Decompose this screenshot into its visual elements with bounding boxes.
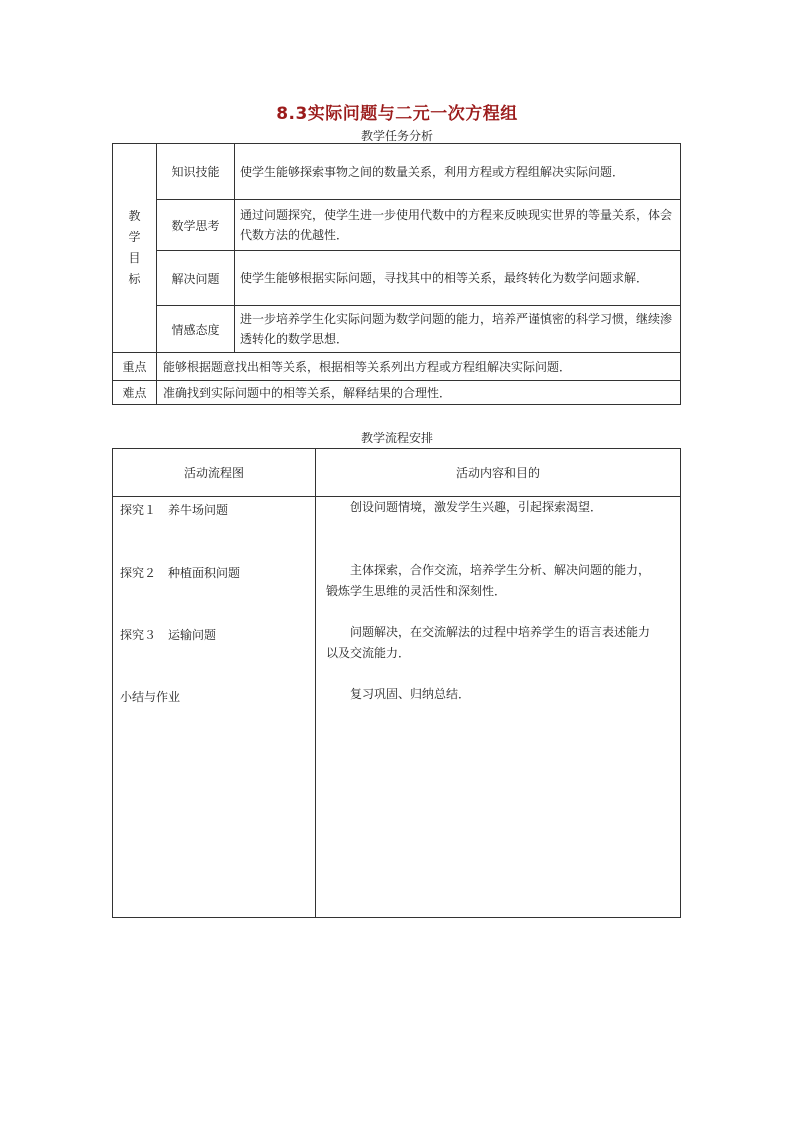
key-point-label: 重点 [113, 353, 157, 381]
process-heading: 教学流程安排 [360, 431, 433, 445]
goals-char: 学 [128, 230, 141, 244]
goal-row [113, 306, 681, 353]
goal-row [113, 144, 681, 200]
content-step: 复习巩固、归纳总结． [350, 687, 471, 701]
flow-step: 小结与作业 [120, 690, 181, 704]
flow-step: 探究１ 养牛场问题 [120, 503, 229, 517]
goals-char: 教 [128, 209, 141, 223]
process-table [112, 448, 681, 918]
key-point-row [113, 353, 681, 381]
goal-row [113, 200, 681, 251]
content-cell [316, 497, 681, 918]
goal-text: 进一步培养学生化实际问题为数学问题的能力，培养严谨慎密的科学习惯，继续渗透转化的数学思想． [235, 306, 681, 353]
goals-char: 目 [128, 251, 141, 265]
goal-label: 解决问题 [157, 251, 235, 306]
goal-row [113, 251, 681, 306]
flow-step: 探究２ 种植面积问题 [120, 566, 241, 580]
goal-label: 数学思考 [157, 200, 235, 251]
flow-step: 探究３ 运输问题 [120, 628, 217, 642]
goal-label: 知识技能 [157, 144, 235, 200]
flow-column-header: 活动流程图 [113, 449, 316, 497]
process-header-row [113, 449, 681, 497]
goal-text: 通过问题探究，使学生进一步使用代数中的方程来反映现实世界的等量关系，体会代数方法的优越性． [235, 200, 681, 251]
task-analysis-table [112, 143, 681, 405]
flow-cell [113, 497, 316, 918]
difficulty-text: 准确找到实际问题中的相等关系，解释结果的合理性． [157, 381, 681, 405]
content-step: 问题解决，在交流解法的过程中培养学生的语言表述能力以及交流能力． [326, 625, 651, 660]
key-point-text: 能够根据题意找出相等关系，根据相等关系列出方程或方程组解决实际问题． [157, 353, 681, 381]
difficulty-label: 难点 [113, 381, 157, 405]
goal-text: 使学生能够探索事物之间的数量关系，利用方程或方程组解决实际问题． [235, 144, 681, 200]
goal-text: 使学生能够根据实际问题，寻找其中的相等关系，最终转化为数学问题求解． [235, 251, 681, 306]
goal-label: 情感态度 [157, 306, 235, 353]
page-title: 8.3实际问题与二元一次方程组 [276, 104, 518, 124]
content-column-header: 活动内容和目的 [316, 449, 681, 497]
task-analysis-heading: 教学任务分析 [360, 129, 433, 143]
process-body-row [113, 497, 681, 918]
goals-char: 标 [128, 272, 141, 286]
content-step: 创设问题情境，激发学生兴趣，引起探索渴望． [350, 500, 603, 514]
difficulty-row [113, 381, 681, 405]
content-step: 主体探索，合作交流，培养学生分析、解决问题的能力，锻炼学生思维的灵活性和深刻性． [326, 563, 651, 598]
goals-category-cell [113, 144, 157, 353]
